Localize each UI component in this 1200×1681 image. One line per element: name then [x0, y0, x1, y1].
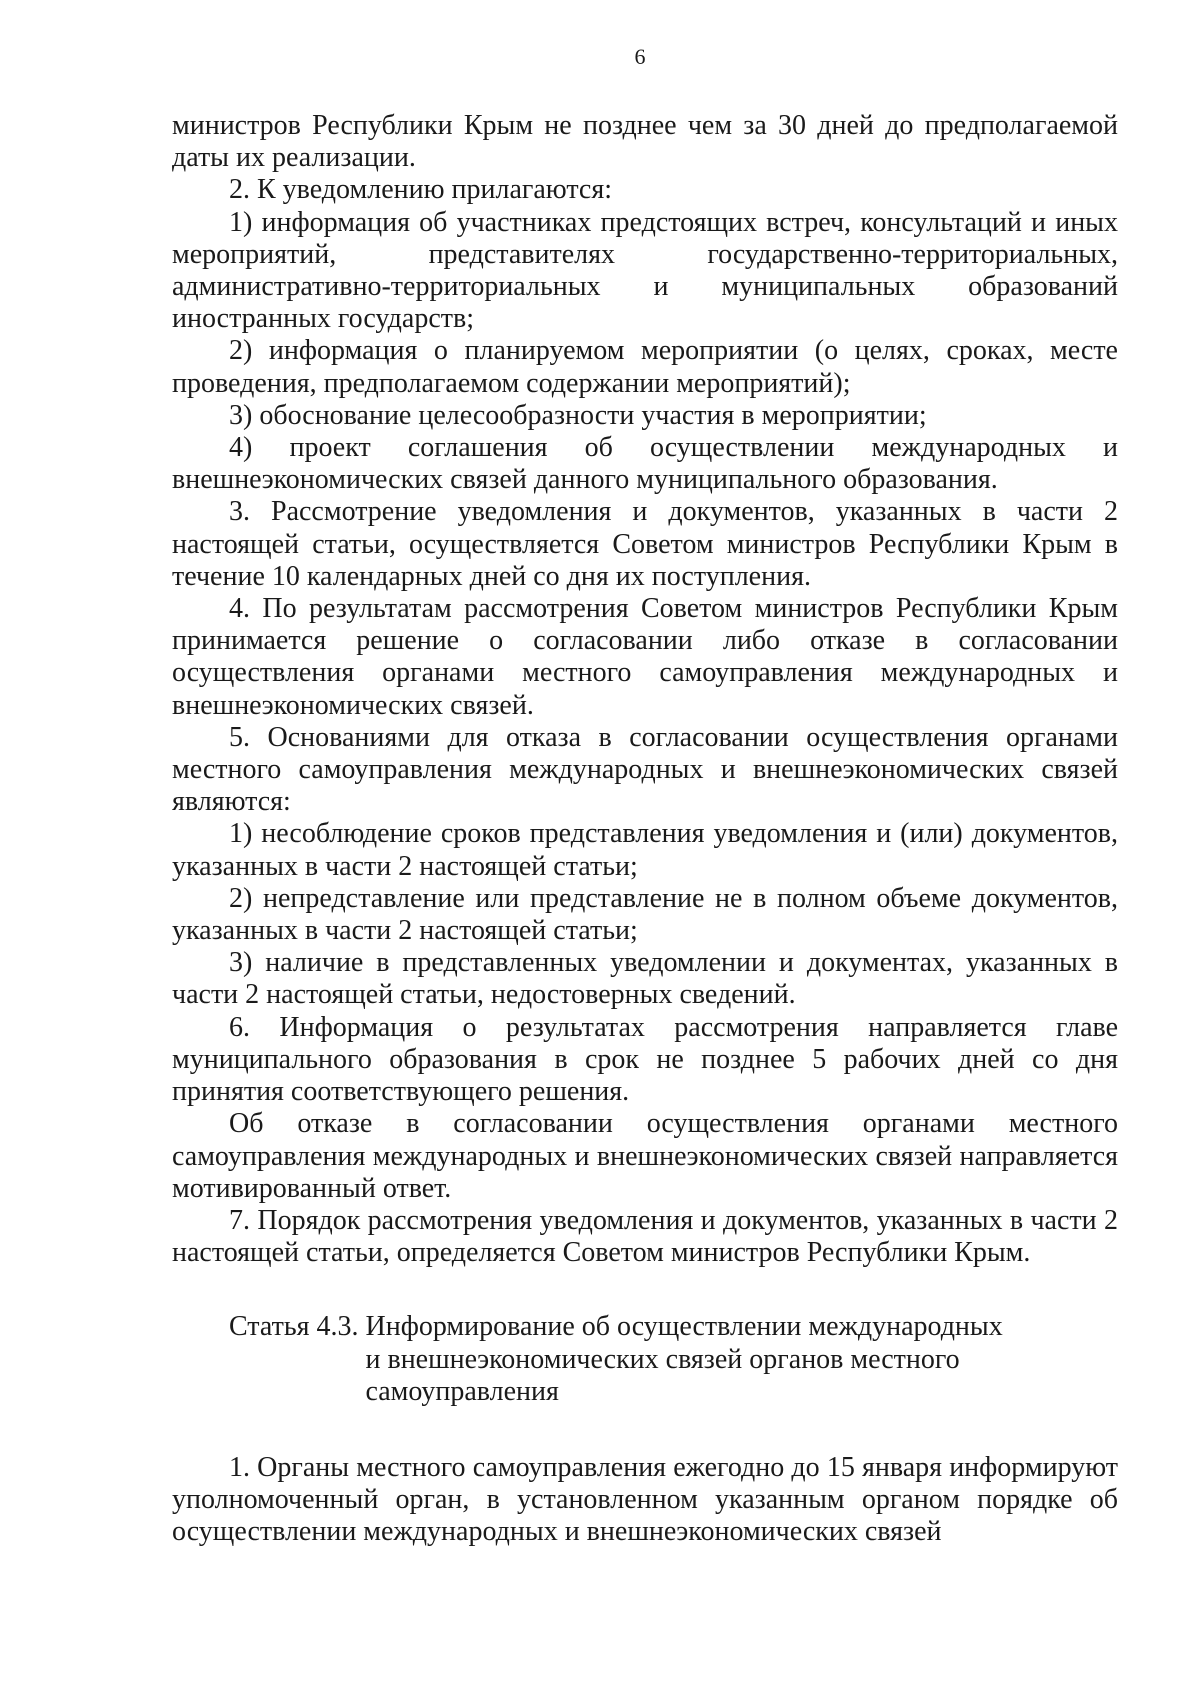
paragraph: 2) непредставление или представление не в полном объеме документов, указанных в части 2 настоящей статьи; [172, 882, 1118, 947]
paragraphs-after [172, 1452, 1118, 1549]
page-number: 6 [634, 44, 646, 69]
article-title-line: самоуправления [365, 1375, 559, 1407]
paragraph: Об отказе в согласовании осуществления органами местного самоуправления международных и внешнеэкономических связей направляется мотивированный ответ. [172, 1108, 1118, 1204]
article-title-line: Информирование об осуществлении международных [365, 1311, 1003, 1343]
paragraph: 4. По результатам рассмотрения Советом министров Республики Крым принимается решение о согласовании либо отказе в согласовании осуществления органами местного самоуправления международных и внешнеэкономических связей. [172, 593, 1118, 721]
paragraph: 1) информация об участниках предстоящих встреч, консультаций и иных мероприятий, представителях государственно-территориальных, административно-территориальных и муниципальных образований иностранных государств; [172, 206, 1118, 335]
article-title-line: и внешнеэкономических связей органов местного [365, 1343, 960, 1375]
paragraph: 5. Основаниями для отказа в согласовании осуществления органами местного самоуправления международных и внешнеэкономических связей являются: [172, 721, 1118, 818]
paragraph: 7. Порядок рассмотрения уведомления и документов, указанных в части 2 настоящей статьи, определяется Советом министров Республики Крым. [172, 1204, 1118, 1269]
document-body [172, 110, 1118, 1549]
paragraph: 2. К уведомлению прилагаются: [229, 174, 613, 206]
paragraph: 3) наличие в представленных уведомлении и документах, указанных в части 2 настоящей статьи, недостоверных сведений. [172, 947, 1118, 1011]
paragraph: 3) обоснование целесообразности участия в мероприятии; [229, 399, 927, 431]
paragraphs-before [172, 110, 1118, 1269]
paragraph: 4) проект соглашения об осуществлении международных и внешнеэкономических связей данного муниципального образования. [172, 432, 1118, 496]
article-number: Статья 4.3. [229, 1311, 366, 1343]
paragraph: 6. Информация о результатах рассмотрения направляется главе муниципального образования в срок не позднее 5 рабочих дней со дня принятия соответствующего решения. [172, 1011, 1118, 1108]
paragraph: 2) информация о планируемом мероприятии (о целях, сроках, месте проведения, предполагаемом содержании мероприятий); [172, 335, 1118, 399]
article-heading [229, 1311, 1118, 1408]
article-title [365, 1311, 1005, 1408]
paragraph: 1. Органы местного самоуправления ежегодно до 15 января информируют уполномоченный орган, в установленном указанным органом порядке об осуществлении международных и внешнеэкономических связей [172, 1451, 1118, 1548]
paragraph: 1) несоблюдение сроков представления уведомления и (или) документов, указанных в части 2 настоящей статьи; [172, 818, 1118, 882]
paragraph: министров Республики Крым не позднее чем за 30 дней до предполагаемой даты их реализации. [172, 110, 1118, 174]
paragraph: 3. Рассмотрение уведомления и документов, указанных в части 2 настоящей статьи, осуществляется Советом министров Республики Крым в течение 10 календарных дней со дня их поступления. [172, 496, 1118, 592]
